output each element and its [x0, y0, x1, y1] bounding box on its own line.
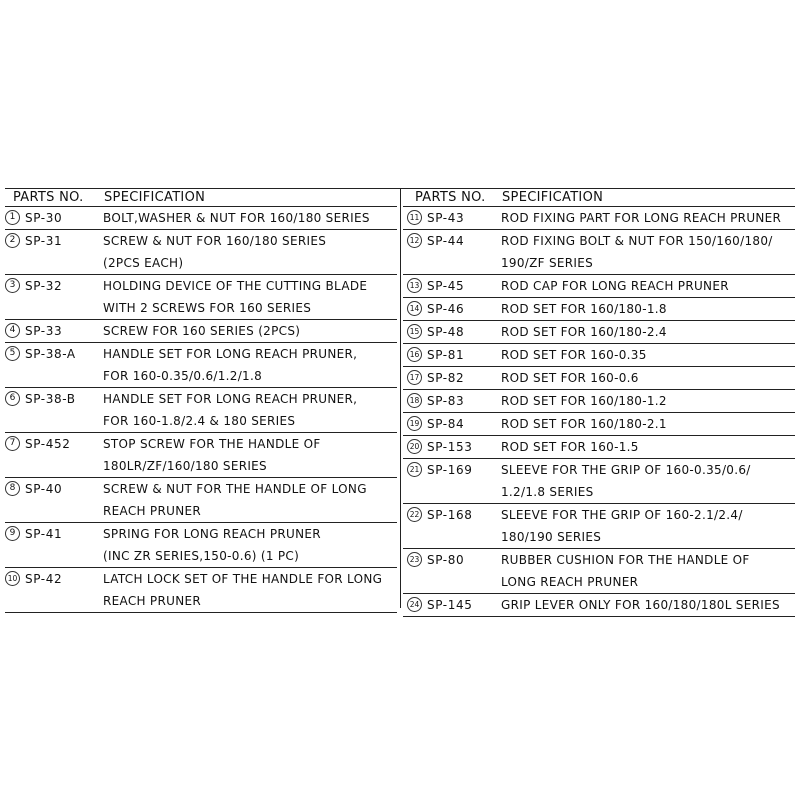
table-row — [5, 365, 397, 388]
part-code: SP-33 — [25, 324, 63, 338]
part-specification: ROD SET FOR 160-1.5 — [501, 440, 639, 454]
part-code: SP-452 — [25, 437, 71, 451]
part-code: SP-48 — [427, 325, 465, 339]
part-number — [407, 436, 472, 458]
part-number — [5, 388, 76, 410]
circled-index: 17 — [407, 370, 422, 385]
part-specification: GRIP LEVER ONLY FOR 160/180/180L SERIES — [501, 598, 780, 612]
table-row — [403, 275, 795, 298]
part-number — [407, 549, 464, 571]
circled-index: 10 — [5, 571, 20, 586]
part-specification: HOLDING DEVICE OF THE CUTTING BLADE — [103, 279, 368, 293]
table-row — [403, 571, 795, 594]
table-row — [403, 413, 795, 436]
part-specification: (2PCS EACH) — [103, 256, 184, 270]
part-specification: LATCH LOCK SET OF THE HANDLE FOR LONG — [103, 572, 383, 586]
table-row — [5, 523, 397, 545]
part-code: SP-32 — [25, 279, 63, 293]
part-number — [407, 504, 472, 526]
part-specification: SCREW & NUT FOR THE HANDLE OF LONG — [103, 482, 367, 496]
part-number — [407, 367, 464, 389]
part-code: SP-168 — [427, 508, 473, 522]
table-row — [5, 478, 397, 500]
part-specification: ROD CAP FOR LONG REACH PRUNER — [501, 279, 729, 293]
part-number — [407, 207, 464, 229]
part-specification: ROD SET FOR 160/180-2.1 — [501, 417, 667, 431]
circled-index: 11 — [407, 210, 422, 225]
part-specification: SCREW FOR 160 SERIES (2PCS) — [103, 324, 301, 338]
part-specification: 180/190 SERIES — [501, 530, 602, 544]
circled-index: 5 — [5, 346, 20, 361]
part-specification: RUBBER CUSHION FOR THE HANDLE OF — [501, 553, 750, 567]
part-number — [407, 459, 472, 481]
parts-column-left — [5, 189, 397, 613]
part-code: SP-81 — [427, 348, 465, 362]
circled-index: 14 — [407, 301, 422, 316]
part-number — [5, 207, 62, 229]
circled-index: 8 — [5, 481, 20, 496]
table-row — [5, 320, 397, 343]
part-specification: 180LR/ZF/160/180 SERIES — [103, 459, 267, 473]
circled-index: 21 — [407, 462, 422, 477]
part-code: SP-38-A — [25, 347, 76, 361]
circled-index: 9 — [5, 526, 20, 541]
parts-column-right — [403, 189, 795, 617]
table-row — [403, 344, 795, 367]
part-number — [5, 230, 62, 252]
table-row — [403, 390, 795, 413]
part-number — [5, 320, 62, 342]
part-code: SP-46 — [427, 302, 465, 316]
table-row — [403, 549, 795, 571]
header-parts-no: PARTS NO. — [415, 190, 486, 205]
table-row — [403, 436, 795, 459]
table-row — [5, 568, 397, 590]
part-specification: FOR 160-0.35/0.6/1.2/1.8 — [103, 369, 263, 383]
part-specification: WITH 2 SCREWS FOR 160 SERIES — [103, 301, 312, 315]
table-row — [403, 526, 795, 549]
part-specification: ROD SET FOR 160/180-1.8 — [501, 302, 667, 316]
part-code: SP-30 — [25, 211, 63, 225]
table-row — [403, 321, 795, 344]
part-code: SP-84 — [427, 417, 465, 431]
part-specification: ROD FIXING BOLT & NUT FOR 150/160/180/ — [501, 234, 773, 248]
circled-index: 19 — [407, 416, 422, 431]
part-number — [5, 433, 70, 455]
part-number — [407, 275, 464, 297]
table-row — [5, 207, 397, 230]
part-specification: HANDLE SET FOR LONG REACH PRUNER, — [103, 392, 358, 406]
part-number — [5, 343, 76, 365]
circled-index: 23 — [407, 552, 422, 567]
part-number — [407, 321, 464, 343]
part-specification: ROD SET FOR 160/180-1.2 — [501, 394, 667, 408]
part-specification: REACH PRUNER — [103, 504, 201, 518]
part-code: SP-145 — [427, 598, 473, 612]
part-specification: SLEEVE FOR THE GRIP OF 160-2.1/2.4/ — [501, 508, 743, 522]
circled-index: 6 — [5, 391, 20, 406]
part-specification: ROD SET FOR 160-0.6 — [501, 371, 639, 385]
circled-index: 3 — [5, 278, 20, 293]
part-number — [407, 230, 464, 252]
part-number — [407, 298, 464, 320]
part-number — [407, 413, 464, 435]
table-row — [403, 504, 795, 526]
table-row — [5, 455, 397, 478]
part-specification: (INC ZR SERIES,150-0.6) (1 PC) — [103, 549, 300, 563]
circled-index: 1 — [5, 210, 20, 225]
part-specification: SPRING FOR LONG REACH PRUNER — [103, 527, 321, 541]
table-row — [5, 590, 397, 613]
circled-index: 2 — [5, 233, 20, 248]
table-row — [403, 298, 795, 321]
part-specification: 190/ZF SERIES — [501, 256, 594, 270]
table-row — [403, 594, 795, 617]
table-row — [5, 252, 397, 275]
table-row — [5, 343, 397, 365]
part-specification: LONG REACH PRUNER — [501, 575, 639, 589]
part-code: SP-38-B — [25, 392, 76, 406]
part-specification: REACH PRUNER — [103, 594, 201, 608]
circled-index: 22 — [407, 507, 422, 522]
part-number — [5, 568, 62, 590]
circled-index: 16 — [407, 347, 422, 362]
part-specification: SCREW & NUT FOR 160/180 SERIES — [103, 234, 327, 248]
table-row — [403, 459, 795, 481]
table-row — [5, 545, 397, 568]
table-row — [5, 433, 397, 455]
circled-index: 12 — [407, 233, 422, 248]
part-code: SP-45 — [427, 279, 465, 293]
part-code: SP-40 — [25, 482, 63, 496]
header-specification: SPECIFICATION — [104, 190, 206, 205]
part-specification: SLEEVE FOR THE GRIP OF 160-0.35/0.6/ — [501, 463, 751, 477]
part-code: SP-83 — [427, 394, 465, 408]
part-code: SP-41 — [25, 527, 63, 541]
column-header — [5, 189, 397, 207]
part-number — [407, 594, 472, 616]
part-number — [407, 344, 464, 366]
table-row — [403, 207, 795, 230]
part-code: SP-42 — [25, 572, 63, 586]
circled-index: 20 — [407, 439, 422, 454]
part-code: SP-44 — [427, 234, 465, 248]
table-row — [403, 252, 795, 275]
table-row — [5, 297, 397, 320]
column-header — [403, 189, 795, 207]
table-row — [5, 410, 397, 433]
part-number — [5, 478, 62, 500]
part-specification: ROD SET FOR 160-0.35 — [501, 348, 647, 362]
part-specification: BOLT,WASHER & NUT FOR 160/180 SERIES — [103, 211, 370, 225]
part-specification: STOP SCREW FOR THE HANDLE OF — [103, 437, 321, 451]
part-specification: ROD FIXING PART FOR LONG REACH PRUNER — [501, 211, 782, 225]
circled-index: 24 — [407, 597, 422, 612]
part-code: SP-169 — [427, 463, 473, 477]
table-row — [5, 388, 397, 410]
part-specification: FOR 160-1.8/2.4 & 180 SERIES — [103, 414, 296, 428]
table-row — [403, 481, 795, 504]
circled-index: 13 — [407, 278, 422, 293]
part-code: SP-43 — [427, 211, 465, 225]
table-row — [5, 230, 397, 252]
circled-index: 15 — [407, 324, 422, 339]
header-parts-no: PARTS NO. — [13, 190, 84, 205]
part-specification: 1.2/1.8 SERIES — [501, 485, 594, 499]
part-code: SP-80 — [427, 553, 465, 567]
part-number — [5, 275, 62, 297]
parts-rows-right — [403, 207, 795, 617]
part-code: SP-31 — [25, 234, 63, 248]
table-row — [403, 367, 795, 390]
part-number — [407, 390, 464, 412]
circled-index: 7 — [5, 436, 20, 451]
part-number — [5, 523, 62, 545]
header-specification: SPECIFICATION — [502, 190, 604, 205]
part-code: SP-82 — [427, 371, 465, 385]
circled-index: 18 — [407, 393, 422, 408]
circled-index: 4 — [5, 323, 20, 338]
part-code: SP-153 — [427, 440, 473, 454]
table-row — [403, 230, 795, 252]
part-specification: HANDLE SET FOR LONG REACH PRUNER, — [103, 347, 358, 361]
part-specification: ROD SET FOR 160/180-2.4 — [501, 325, 667, 339]
table-row — [5, 500, 397, 523]
table-row — [5, 275, 397, 297]
parts-rows-left — [5, 207, 397, 613]
